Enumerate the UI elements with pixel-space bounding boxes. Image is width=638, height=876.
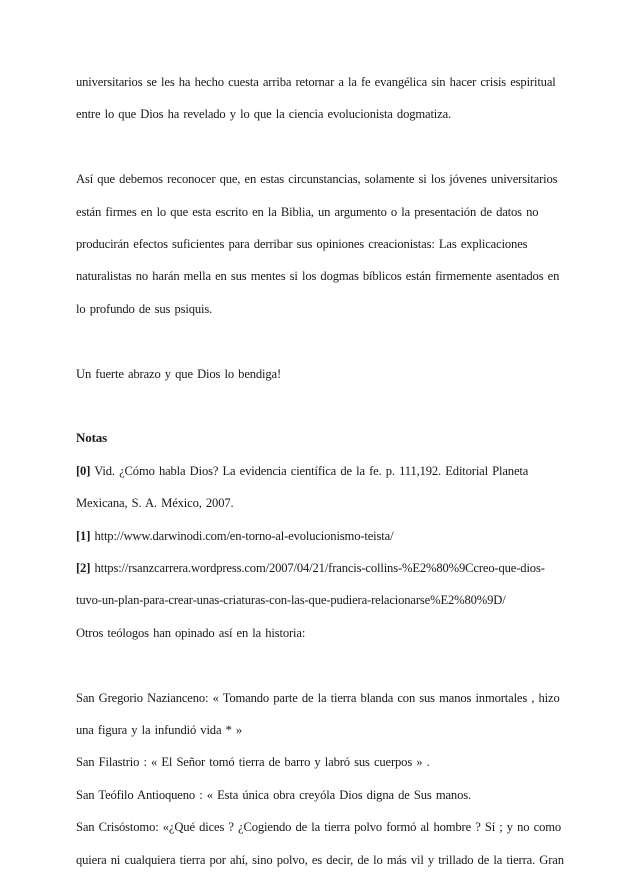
note-line (76, 455, 568, 487)
note-link[interactable]: https://rsanzcarrera.wordpress.com/2007/04/21/francis-collins-%E2%80%9Ccreo-que-dios- (94, 561, 545, 576)
note-line[interactable]: tuvo-un-plan-para-crear-unas-criaturas-con-las-que-pudiera-relacionarse%E2%80%9D/ (76, 593, 506, 608)
body-text-line: universitarios se les ha hecho cuesta arriba retornar a la fe evangélica sin hacer crisis espiritual (76, 75, 556, 89)
body-text-line: lo profundo de sus psiquis. (76, 301, 213, 316)
body-text-line: naturalistas no harán mella en sus mentes si los dogmas bíblicos están firmemente asentados en (76, 269, 560, 284)
note-line (76, 520, 568, 552)
paragraph-gap (76, 325, 568, 357)
paragraph-gap (76, 131, 568, 163)
document-page (76, 66, 568, 876)
quote-line: San Crisóstomo: «¿Qué dices ? ¿Cogiendo de la tierra polvo formó al hombre ? Sí ; y no como (76, 820, 562, 835)
closing-line: Un fuerte abrazo y que Dios lo bendiga! (76, 366, 282, 381)
note-text: Vid. ¿Cómo habla Dios? La evidencia científica de la fe. p. 111,192. Editorial Planeta (94, 463, 529, 478)
paragraph-gap (76, 390, 568, 422)
quote-line: San Gregorio Nazianceno: « Tomando parte de la tierra blanda con sus manos inmortales , hizo (76, 690, 560, 705)
note-link[interactable]: http://www.darwinodi.com/en-torno-al-evolucionismo-teista/ (94, 528, 394, 543)
quote-line: quiera ni cualquiera tierra por ahí, sino polvo, es decir, de lo más vil y trillado de la tierra. Gran (76, 852, 564, 867)
note-line (76, 552, 568, 584)
note-ref: [2] (76, 561, 91, 576)
note-ref: [1] (76, 528, 91, 543)
body-text-line: Otros teólogos han opinado así en la historia: (76, 625, 306, 640)
body-text-line: entre lo que Dios ha revelado y lo que la ciencia evolucionista dogmatiza. (76, 107, 452, 122)
body-text-line: producirán efectos suficientes para derribar sus opiniones creacionistas: Las explicaciones (76, 237, 528, 252)
note-line: Mexicana, S. A. México, 2007. (76, 496, 234, 511)
quote-line: San Filastrio : « El Señor tomó tierra de barro y labró sus cuerpos » . (76, 755, 430, 770)
quote-line: una figura y la infundió vida * » (76, 723, 243, 738)
notes-heading: Notas (76, 430, 108, 446)
body-text-line: están firmes en lo que esta escrito en la Biblia, un argumento o la presentación de datos no (76, 204, 539, 219)
quote-line: San Teófilo Antioqueno : « Esta única obra creyóla Dios digna de Sus manos. (76, 787, 471, 802)
note-ref: [0] (76, 463, 91, 478)
body-text-line: Así que debemos reconocer que, en estas circunstancias, solamente si los jóvenes universitarios (76, 172, 558, 187)
paragraph-gap (76, 649, 568, 681)
